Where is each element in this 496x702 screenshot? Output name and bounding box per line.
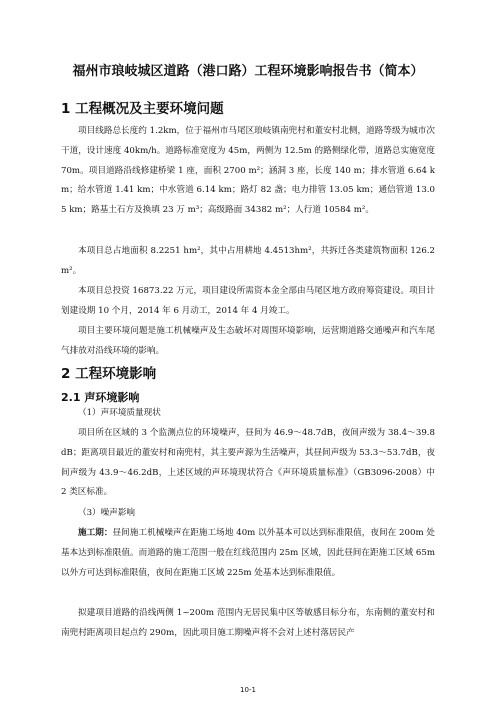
paragraph-noise-status: 项目所在区域的 3 个监测点位的环境噪声，昼间为 46.9～48.7dB，夜间声级为 38.4～39.8dB；距离项目最近的董安村和南兜村，其主要声源为生活噪声，其昼间声级为 53.3～53.7dB，夜间声级为 43.9～46.2dB，上述区域的声环境现状符合《声环境质量标准》（GB3096-2008）中 2 类区标准。 (61, 428, 436, 498)
section-2-1-heading: 2.1 声环境影响 (61, 391, 140, 404)
page-number: 10-1 (240, 686, 256, 694)
section-2-heading: 2 工程环境影响 (61, 366, 157, 382)
paragraph-project-overview: 项目线路总长度约 1.2km，位于福州市马尾区琅岐镇南兜村和董安村北侧，道路等级为城市次干道，设计速度 40km/h。道路标准宽度为 45m，两侧为 12.5m 的路侧绿化带，道路总实施宽度 70m。项目道路沿线修建桥梁 1 座，面积 2700 m²；涵洞 3 座，长度 140 m；排水管道 6.64 km；给水管道 1.41 km；中水管道 6.14 km；路灯 82 盏；电力排管 13.05 km；通信管道 13.05 km；路基土石方及换填 23 万 m³；高级路面 34382 m²；人行道 10584 m²。 (61, 126, 435, 216)
section-1-heading: 1 工程概况及主要环境问题 (61, 101, 224, 117)
construction-noise-text: 昼间施工机械噪声在距施工场地 40m 以外基本可以达到标准限值，夜间在 200m 处基本达到标准限值。而道路的施工范围一般在红线范围内 25m 区域，因此昼间在距施工区域 65m 以外方可达到标准限值，夜间在距施工区域 225m 处基本达到标准限值。 (61, 528, 435, 578)
subheading-noise-impact: （3）噪声影响 (78, 508, 136, 518)
paragraph-construction-noise (61, 524, 435, 583)
paragraph-sensitive-targets: 拟建项目道路的沿线两侧 1~200m 范围内无居民集中区等敏感目标分布，东南侧的董安村和南兜村距离项目起点约 290m，因此项目施工期噪声将不会对上述村落居民产 (61, 608, 435, 638)
paragraph-land-use: 本项目总占地面积 8.2251 hm²，其中占用耕地 4.4513hm²，共拆迁各类建筑物面积 126.2 m²。 (61, 246, 435, 276)
document-title: 福州市琅岐城区道路（港口路）工程环境影响报告书（简本） (72, 64, 424, 79)
construction-period-label: 施工期： (78, 528, 113, 538)
paragraph-investment: 本项目总投资 16873.22 万元，项目建设所需资本金全部由马尾区地方政府筹资建设。项目计划建设期 10 个月，2014 年 6 月动工，2014 年 4 月竣工。 (61, 286, 435, 316)
paragraph-environmental-issues: 项目主要环境问题是施工机械噪声及生态破坏对周围环境影响，运营期道路交通噪声和汽车尾气排放对沿线环境的影响。 (61, 326, 435, 356)
subheading-noise-status: （1）声环境质量现状 (78, 408, 161, 418)
